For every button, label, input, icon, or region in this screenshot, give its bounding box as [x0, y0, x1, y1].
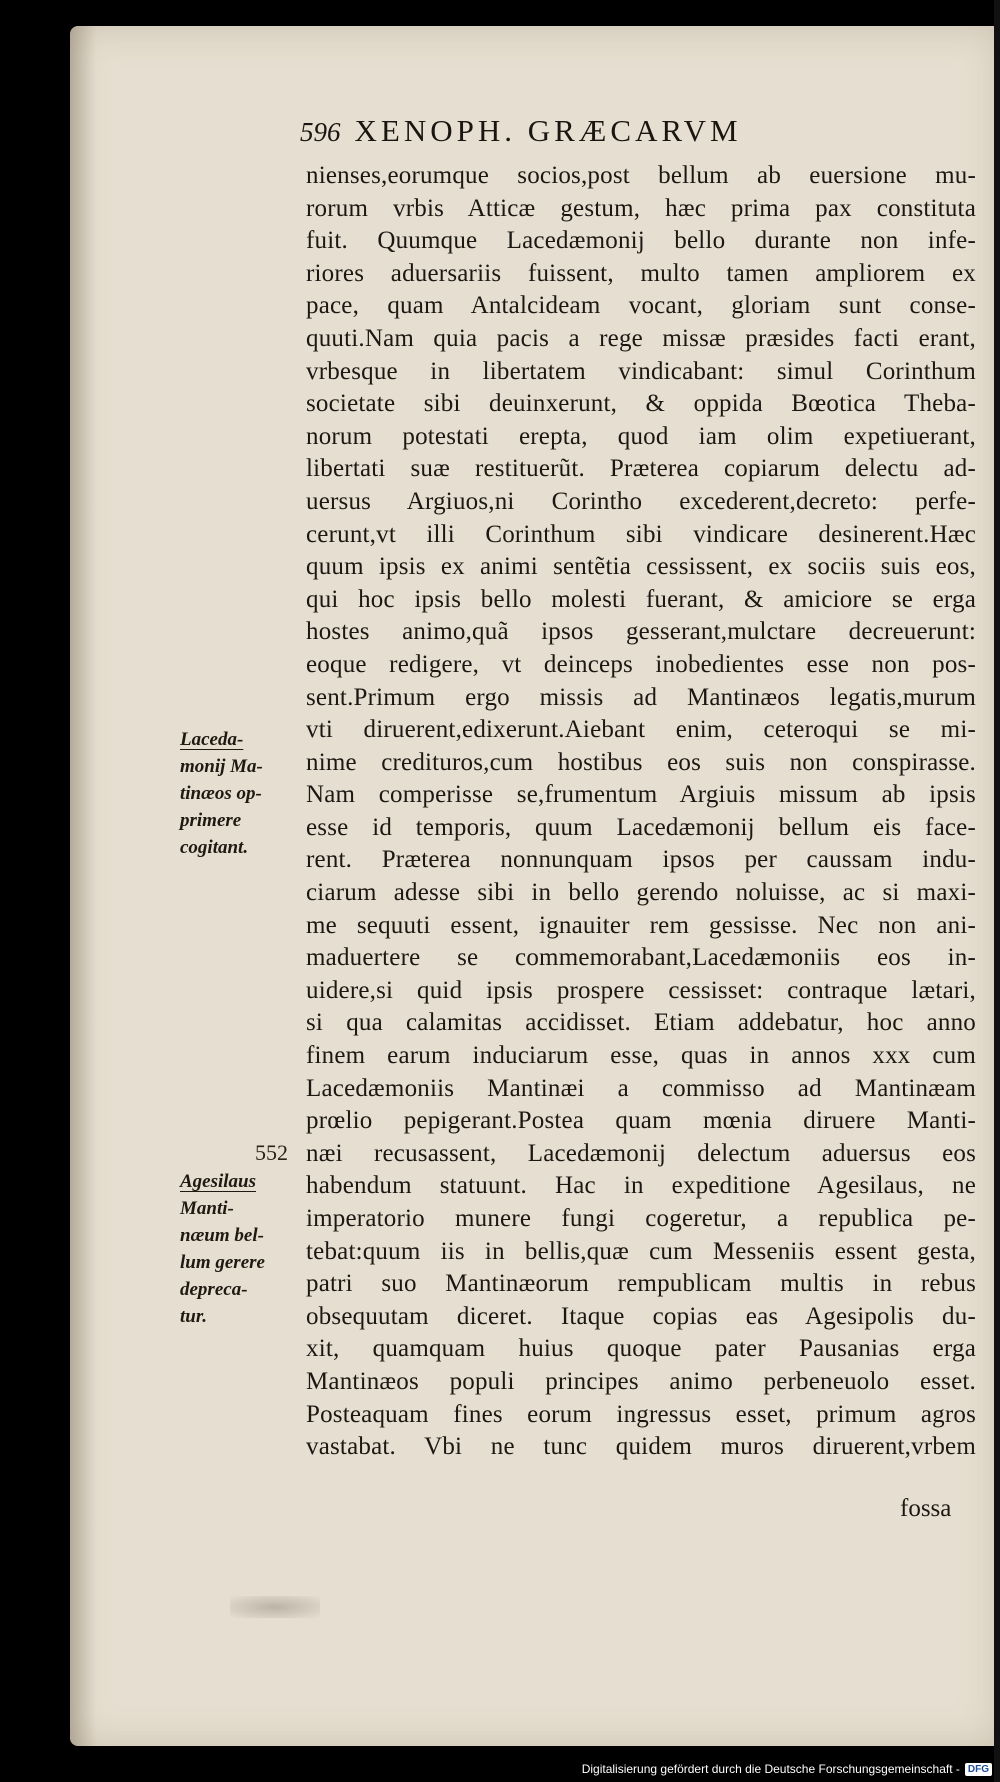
- text-line: societate sibi deuinxerunt, & oppida Bœotica Theba-: [306, 390, 976, 418]
- main-text-block: [306, 160, 976, 1464]
- text-line: uidere,si quid ipsis prospere cessisset: contraque lætari,: [306, 976, 976, 1004]
- dfg-logo: DFG: [965, 1763, 992, 1776]
- page-header: [300, 113, 742, 153]
- marginal-note-line: depreca-: [180, 1279, 248, 1300]
- marginal-note-line: cogitant.: [180, 837, 249, 858]
- marginal-note-line: tinæos op-: [180, 783, 262, 804]
- marginal-note-line: Laceda-: [180, 729, 244, 750]
- text-line: habendum statuunt. Hac in expeditione Agesilaus, ne: [306, 1172, 976, 1200]
- text-line: obsequutam diceret. Itaque copias eas Agesipolis du-: [306, 1302, 976, 1330]
- footer-credit: Digitalisierung gefördert durch die Deutsche Forschungsgemeinschaft -: [581, 1762, 960, 1776]
- marginal-note-line: primere: [180, 810, 242, 831]
- text-line: si qua calamitas accidisset. Etiam addebatur, hoc anno: [306, 1009, 976, 1037]
- text-line: prœlio pepigerant.Postea quam mœnia diruere Manti-: [306, 1107, 976, 1135]
- text-line: Nam comperisse se,frumentum Argiuis missum ab ipsis: [306, 781, 976, 809]
- page-number: 596: [300, 117, 341, 147]
- marginal-note-lacedaemonians: [180, 726, 263, 861]
- text-line: riores aduersariis fuissent, multo tamen ampliorem ex: [306, 259, 976, 287]
- text-line: nime credituros,cum hostibus eos suis non conspirasse.: [306, 748, 976, 776]
- text-line: qui hoc ipsis bello molesti fuerant, & amiciore se erga: [306, 585, 976, 613]
- marginal-note-line: næum bel-: [180, 1225, 264, 1246]
- marginal-note-line: lum gerere: [180, 1252, 265, 1273]
- text-line: quuti.Nam quia pacis a rege missæ præsides facti erant,: [306, 324, 976, 352]
- text-line: libertati suæ restituerũt. Præterea copiarum delectu ad-: [306, 455, 976, 483]
- text-line: uersus Argiuos,ni Corintho excederent,decreto: perfe-: [306, 487, 976, 515]
- marginal-note-agesilaus: [180, 1168, 265, 1330]
- text-line: nienses,eorumque socios,post bellum ab euersione mu-: [306, 162, 976, 189]
- catchword: fossa: [900, 1495, 952, 1522]
- text-line: me sequuti essent, ignauiter rem gessisse. Nec non ani-: [306, 911, 976, 939]
- digitization-footer: [582, 1758, 992, 1780]
- text-line: tebat:quum iis in bellis,quæ cum Messeniis essent gesta,: [306, 1237, 976, 1265]
- scan-edge-strip: [994, 0, 1000, 1782]
- text-line: norum potestati erepta, quod iam olim expetiuerant,: [306, 422, 976, 450]
- running-head: XENOPH. GRÆCARVM: [354, 113, 742, 148]
- text-line: patri suo Mantinæorum rempublicam multis in rebus: [306, 1270, 976, 1298]
- marginal-note-line: monij Ma-: [180, 756, 263, 777]
- text-line: pace, quam Antalcideam vocant, gloriam sunt conse-: [306, 292, 976, 320]
- text-line: finem earum induciarum esse, quas in annos xxx cum: [306, 1042, 976, 1070]
- text-line: vastabat. Vbi ne tunc quidem muros diruerent,vrbem: [306, 1433, 976, 1461]
- marginal-note-line: tur.: [180, 1306, 207, 1327]
- text-line: Mantinæos populi principes animo perbeneuolo esset.: [306, 1367, 976, 1395]
- ink-smudge: [230, 1596, 320, 1618]
- text-line: hostes animo,quã ipsos gesserant,mulctare decreuerunt:: [306, 618, 976, 646]
- text-line: sent.Primum ergo missis ad Mantinæos legatis,murum: [306, 683, 976, 711]
- text-line: rorum vrbis Atticæ gestum, hæc prima pax constituta: [306, 194, 976, 222]
- text-line: imperatorio munere fungi cogeretur, a republica pe-: [306, 1205, 976, 1232]
- text-line: xit, quamquam huius quoque pater Pausanias erga: [306, 1335, 976, 1363]
- text-line: Posteaquam fines eorum ingressus esset, primum agros: [306, 1400, 976, 1428]
- text-line: ciarum adesse sibi in bello gerendo noluisse, ac si maxi-: [306, 879, 976, 907]
- text-line: eoque redigere, vt deinceps inobedientes esse non pos-: [306, 650, 976, 678]
- marginal-note-line: Manti-: [180, 1198, 234, 1219]
- text-line: quum ipsis ex animi sentẽtia cessissent, ex sociis suis eos,: [306, 553, 976, 581]
- text-line: rent. Præterea nonnunquam ipsos per caussam indu-: [306, 846, 976, 874]
- text-line: cerunt,vt illi Corinthum sibi vindicare desinerent.Hæc: [306, 520, 976, 548]
- marginal-number: 552: [255, 1140, 288, 1165]
- text-line: esse id temporis, quum Lacedæmonij bellum eis face-: [306, 813, 976, 841]
- text-line: maduertere se commemorabant,Lacedæmoniis eos in-: [306, 944, 976, 972]
- text-line: vrbesque in libertatem vindicabant: simul Corinthum: [306, 357, 976, 385]
- marginal-note-line: Agesilaus: [180, 1171, 257, 1192]
- text-line: fuit. Quumque Lacedæmonij bello durante non infe-: [306, 227, 976, 255]
- text-line: Lacedæmoniis Mantinæi a commisso ad Mantinæam: [306, 1074, 976, 1102]
- text-line: næi recusassent, Lacedæmonij delectum aduersus eos: [306, 1139, 976, 1167]
- text-line: vti diruerent,edixerunt.Aiebant enim, ceteroqui se mi-: [306, 716, 976, 744]
